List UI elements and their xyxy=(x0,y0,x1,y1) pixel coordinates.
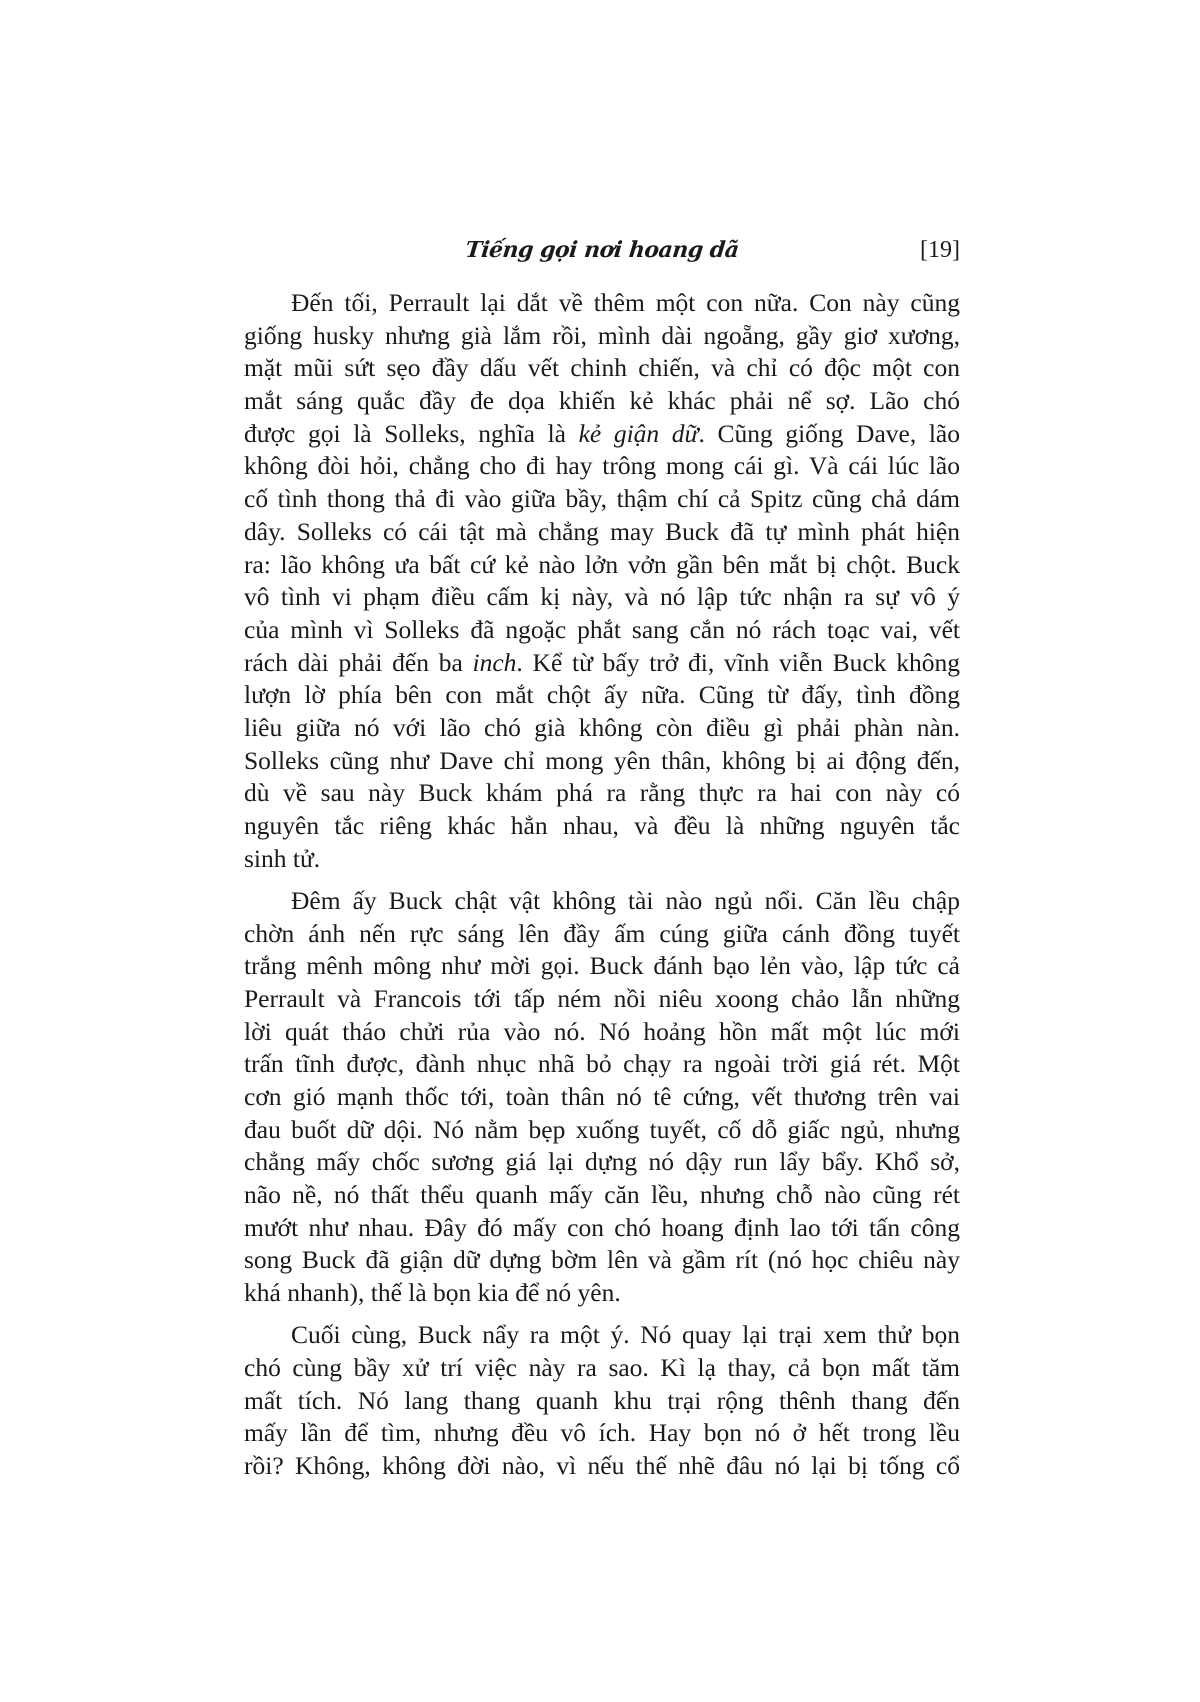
text-line xyxy=(244,1417,960,1450)
text-line-content: mặt mũi sứt sẹo đầy dấu vết chinh chiến, và chỉ có độc một con xyxy=(244,353,960,383)
paragraph xyxy=(244,287,960,875)
text-line xyxy=(244,1352,960,1385)
text-line xyxy=(244,1179,960,1212)
body-text xyxy=(244,287,960,1492)
text-line-content: rồi? Không, không đời nào, vì nếu thế nhẽ đâu nó lại bị tống cổ xyxy=(244,1451,960,1481)
text-line xyxy=(244,983,960,1016)
running-title: Tiếng gọi nơi hoang dã xyxy=(464,237,740,263)
text-line xyxy=(244,745,960,778)
text-line xyxy=(244,1016,960,1049)
text-segment: . Cũng giống Dave, lão xyxy=(698,418,960,448)
text-line-content: Perrault và Francois tới tấp ném nồi niêu xoong chảo lẫn những xyxy=(244,983,960,1013)
text-line xyxy=(244,918,960,951)
text-line-content: trấn tĩnh được, đành nhục nhã bỏ chạy ra ngoài trời giá rét. Một xyxy=(244,1049,960,1079)
text-line xyxy=(244,885,960,918)
text-line xyxy=(244,647,960,680)
text-line xyxy=(244,1048,960,1081)
text-line-content: mắt sáng quắc đầy đe dọa khiến kẻ khác phải nể sợ. Lão chó xyxy=(244,386,960,416)
text-line xyxy=(244,516,960,549)
text-line-content: não nề, nó thất thểu quanh mấy căn lều, nhưng chỗ nào cũng rét xyxy=(244,1180,960,1210)
text-line-content: đau buốt dữ dội. Nó nằm bẹp xuống tuyết, cố dỗ giấc ngủ, nhưng xyxy=(244,1114,960,1144)
text-line-content: Đêm ấy Buck chật vật không tài nào ngủ nổi. Căn lều chập xyxy=(291,885,960,915)
text-line-content: không đòi hỏi, chẳng cho đi hay trông mong cái gì. Và cái lúc lão xyxy=(244,451,960,481)
text-line xyxy=(244,320,960,353)
text-line xyxy=(244,810,960,843)
text-segment: được gọi là Solleks, nghĩa là xyxy=(244,418,579,448)
text-line-content: của mình vì Solleks đã ngoặc phắt sang cắn nó rách toạc vai, vết xyxy=(244,614,960,644)
text-line-content: dây. Solleks có cái tật mà chẳng may Buck đã tự mình phát hiện xyxy=(244,516,960,546)
paragraph xyxy=(244,885,960,1310)
text-line xyxy=(244,1385,960,1418)
text-line xyxy=(244,1277,960,1310)
paragraph xyxy=(244,1319,960,1482)
text-line xyxy=(244,777,960,810)
text-line xyxy=(244,950,960,983)
text-line-content: song Buck đã giận dữ dựng bờm lên và gầm rít (nó học chiêu này xyxy=(244,1245,960,1275)
italic-term: kẻ giận dữ xyxy=(578,418,699,448)
text-line-content: cố tình thong thả đi vào giữa bầy, thậm chí cả Spitz cũng chả dám xyxy=(244,484,960,514)
text-line xyxy=(244,843,960,876)
text-segment: rách dài phải đến ba xyxy=(244,647,473,677)
text-line-content: lời quát tháo chửi rủa vào nó. Nó hoảng hồn mất một lúc mới xyxy=(244,1016,960,1046)
page-header xyxy=(244,233,960,267)
text-line-content: lượn lờ phía bên con mắt chột ấy nữa. Cũng từ đấy, tình đồng xyxy=(244,680,960,710)
text-line xyxy=(244,1212,960,1245)
italic-term: inch xyxy=(472,647,517,677)
text-line-content: Solleks cũng như Dave chỉ mong yên thân, không bị ai động đến, xyxy=(244,745,960,775)
text-line-content: Đến tối, Perrault lại dắt về thêm một con nữa. Con này cũng xyxy=(291,288,960,317)
text-line-content: nguyên tắc riêng khác hẳn nhau, và đều là những nguyên tắc xyxy=(244,811,960,840)
text-line-content: cơn gió mạnh thốc tới, toàn thân nó tê cứng, vết thương trên vai xyxy=(244,1082,960,1111)
text-line-content: giống husky nhưng già lắm rồi, mình dài ngoẵng, gầy giơ xương, xyxy=(244,320,960,350)
text-line xyxy=(244,450,960,483)
text-line-content: dù về sau này Buck khám phá ra rằng thực ra hai con này có xyxy=(244,778,960,808)
text-line-content: mướt như nhau. Đây đó mấy con chó hoang định lao tới tấn công xyxy=(244,1212,960,1242)
text-line-content: mất tích. Nó lang thang quanh khu trại rộng thênh thang đến xyxy=(244,1385,960,1415)
text-line-content: chẳng mấy chốc sương giá lại dựng nó dậy run lẩy bẩy. Khổ sở, xyxy=(244,1147,960,1177)
text-line-content: Cuối cùng, Buck nẩy ra một ý. Nó quay lại trại xem thử bọn xyxy=(291,1320,960,1350)
text-line xyxy=(244,1450,960,1483)
text-line-content: mấy lần để tìm, nhưng đều vô ích. Hay bọn nó ở hết trong lều xyxy=(244,1418,960,1448)
text-line-content: ra: lão không ưa bất cứ kẻ nào lởn vởn gần bên mắt bị chột. Buck xyxy=(244,549,960,579)
text-line xyxy=(244,1319,960,1352)
text-line-content: chờn ánh nến rực sáng lên đầy ấm cúng giữa cánh đồng tuyết xyxy=(244,918,960,948)
text-line xyxy=(244,1114,960,1147)
text-line xyxy=(244,614,960,647)
text-line xyxy=(244,385,960,418)
text-line xyxy=(244,679,960,712)
page-number: [19] xyxy=(920,237,960,263)
text-line xyxy=(244,287,960,320)
text-line xyxy=(244,549,960,582)
text-line xyxy=(244,712,960,745)
text-segment: . Kể từ bấy trở đi, vĩnh viễn Buck không xyxy=(516,647,960,677)
text-line-content xyxy=(244,418,960,451)
text-line xyxy=(244,1244,960,1277)
text-line xyxy=(244,1081,960,1114)
text-line-content xyxy=(244,647,960,680)
text-line-content: trắng mênh mông như mời gọi. Buck đánh bạo lẻn vào, lập tức cả xyxy=(244,951,960,981)
text-line-content: liêu giữa nó với lão chó già không còn điều gì phải phàn nàn. xyxy=(244,712,960,742)
text-line-content: chó cùng bầy xử trí việc này ra sao. Kì lạ thay, cả bọn mất tăm xyxy=(244,1353,960,1382)
text-line-content: khá nhanh), thế là bọn kia để nó yên. xyxy=(244,1278,621,1308)
text-line xyxy=(244,352,960,385)
text-line-content: sinh tử. xyxy=(244,843,321,873)
text-line-content: vô tình vi phạm điều cấm kị này, và nó lập tức nhận ra sự vô ý xyxy=(244,582,960,612)
text-line xyxy=(244,1146,960,1179)
text-line xyxy=(244,581,960,614)
text-line xyxy=(244,418,960,451)
text-line xyxy=(244,483,960,516)
